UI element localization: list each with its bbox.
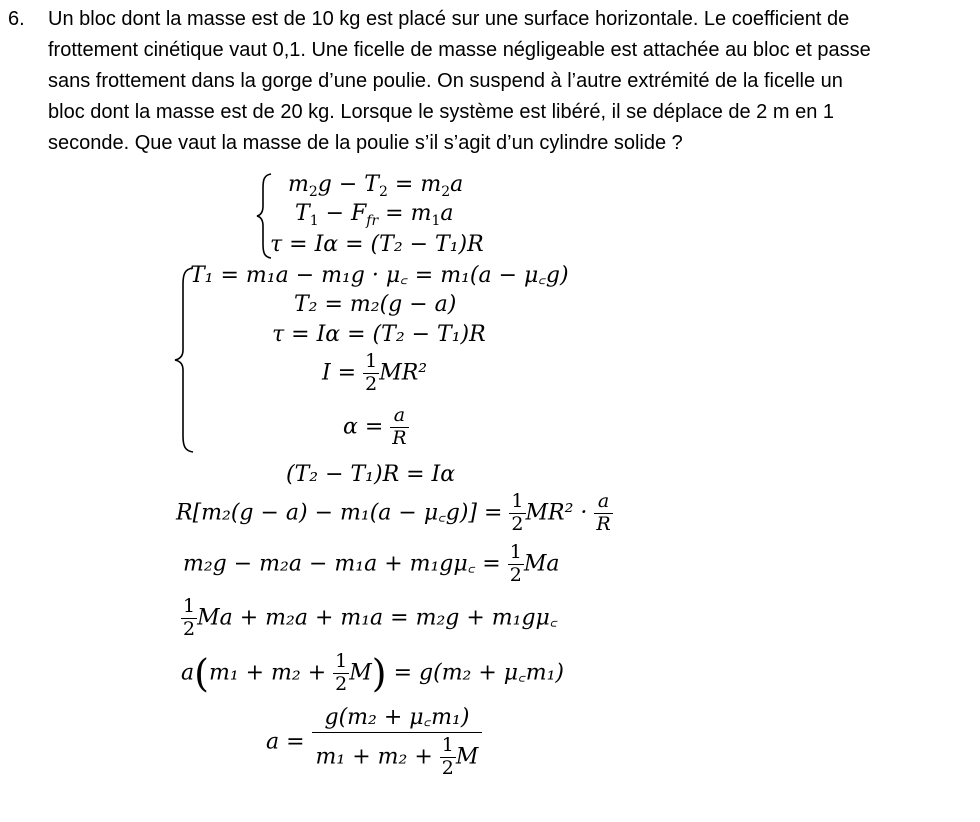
equation-sys1-2: $T_1 - F_{fr} = m_1a$ — [295, 201, 454, 229]
equation-sys1-3: τ = Iα = (T₂ − T₁)R — [270, 232, 484, 257]
left-brace-system-2 — [173, 266, 195, 454]
derivation-3: m₂g − m₂a − m₁a + m₁gμ꜀ = $\frac{1}{2}$ Ma — [183, 541, 560, 586]
equation-sys2-1: T₁ = m₁a − m₁g · μ꜀ = m₁(a − μ꜀g) — [190, 263, 569, 288]
derivation-6: a = g(m₂ + μ꜀m₁) m₁ + m₂ + $\frac{1}{2}$ M — [266, 706, 482, 779]
derivation-4: $\frac{1}{2}$ Ma + m₂a + m₁a = m₂g + m₁gμ꜀ — [183, 595, 558, 640]
problem-text — [48, 4, 928, 159]
problem-line: sans frottement dans la gorge d’une poulie. On suspend à l’autre extrémité de la ficelle un — [48, 70, 843, 92]
problem-line: frottement cinétique vaut 0,1. Une ficelle de masse négligeable est attachée au bloc et passe — [48, 39, 871, 61]
equation-sys1-1: $m_2g - T_2 = m_2a$ — [288, 172, 464, 200]
problem-number: 6. — [8, 8, 25, 30]
equation-sys2-4: I = $\frac{1}{2}$ MR² — [322, 350, 428, 395]
equation-sys2-5: α = $\frac{a}{R}$ — [343, 404, 407, 449]
derivation-2: R[m₂(g − a) − m₁(a − μ꜀g)] = $\frac{1}{2}$ MR² · $\frac{a}{R}$ — [176, 490, 611, 535]
equation-sys2-2: T₂ = m₂(g − a) — [294, 292, 457, 317]
problem-line: Un bloc dont la masse est de 10 kg est placé sur une surface horizontale. Le coefficient de — [48, 8, 850, 30]
derivation-1: (T₂ − T₁)R = Iα — [286, 462, 456, 487]
derivation-5: a(m₁ + m₂ + $\frac{1}{2}$ M) = g(m₂ + μ꜀m₁) — [181, 650, 564, 696]
problem-line: bloc dont la masse est de 20 kg. Lorsque le système est libéré, il se déplace de 2 m en 1 — [48, 101, 834, 123]
problem-line: seconde. Que vaut la masse de la poulie s’il s’agit d’un cylindre solide ? — [48, 132, 683, 154]
equation-sys2-3: τ = Iα = (T₂ − T₁)R — [272, 322, 486, 347]
